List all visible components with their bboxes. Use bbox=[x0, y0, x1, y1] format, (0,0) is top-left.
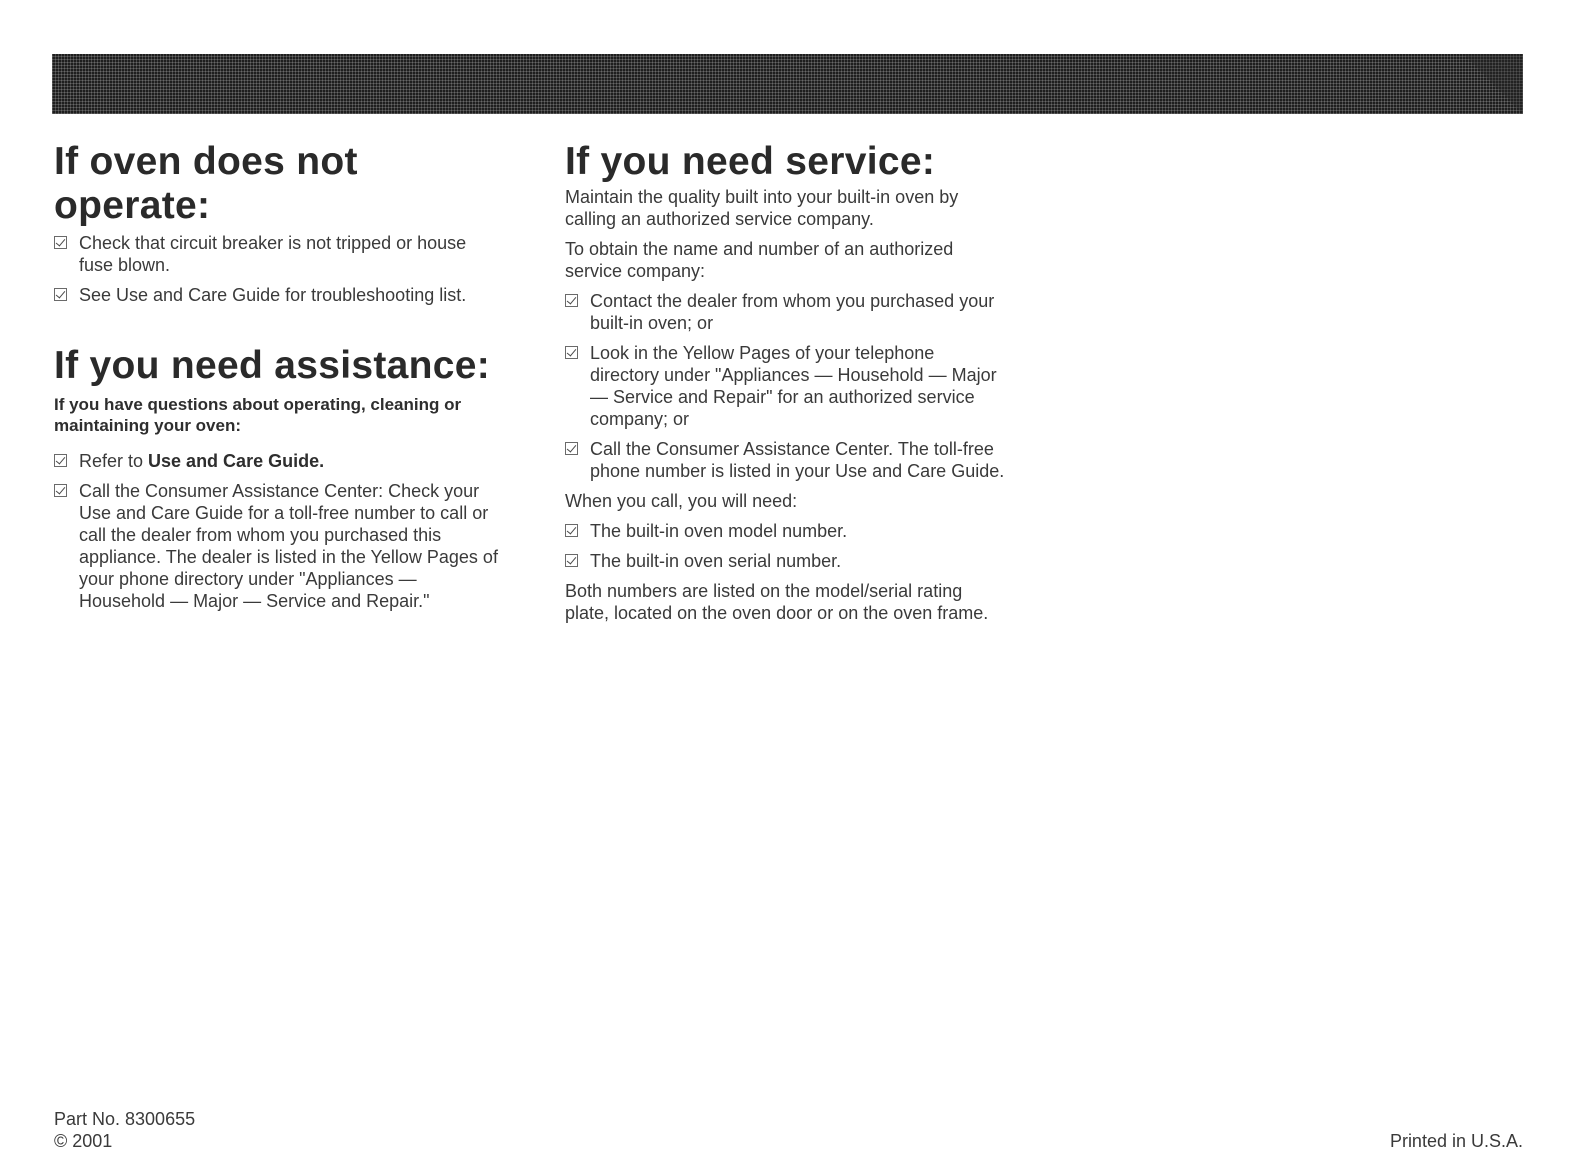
checkbox-icon bbox=[54, 236, 67, 249]
list-item bbox=[54, 450, 504, 472]
checkbox-icon bbox=[54, 288, 67, 301]
assistance-heading: If you need assistance: bbox=[54, 344, 491, 387]
service-obtain: To obtain the name and number of an authorized service company: bbox=[565, 239, 954, 281]
right-column bbox=[565, 140, 1005, 632]
copyright: © 2001 bbox=[54, 1131, 113, 1151]
left-column bbox=[54, 140, 504, 620]
list-item bbox=[54, 480, 504, 612]
list-item bbox=[565, 520, 1005, 542]
header-banner bbox=[52, 54, 1523, 114]
checkbox-icon bbox=[54, 454, 67, 467]
list-item bbox=[565, 342, 1005, 430]
footer-left bbox=[54, 1108, 195, 1152]
service-heading: If you need service: bbox=[565, 140, 936, 183]
checkbox-icon bbox=[54, 484, 67, 497]
need-list bbox=[565, 520, 1005, 572]
use-care-guide-label: Use and Care Guide. bbox=[148, 451, 325, 471]
checkbox-icon bbox=[565, 442, 578, 455]
service-intro: Maintain the quality built into your built-in oven by calling an authorized service company. bbox=[565, 187, 959, 229]
list-item-text: The built-in oven model number. bbox=[590, 521, 848, 541]
list-item bbox=[565, 438, 1005, 482]
checkbox-icon bbox=[565, 294, 578, 307]
service-closing: Both numbers are listed on the model/serial rating plate, located on the oven door or on the oven frame. bbox=[565, 581, 989, 623]
checkbox-icon bbox=[565, 554, 578, 567]
part-number: Part No. 8300655 bbox=[54, 1109, 196, 1129]
assistance-subheading: If you have questions about operating, cleaning or maintaining your oven: bbox=[54, 395, 462, 435]
list-item bbox=[54, 284, 504, 306]
list-item bbox=[565, 290, 1005, 334]
list-item-text: Refer to bbox=[79, 451, 149, 471]
list-item-text: Look in the Yellow Pages of your telephone directory under "Appliances — Household — Major — Service and Repair" for an authorized service company; or bbox=[590, 343, 997, 429]
list-item-text: The built-in oven serial number. bbox=[590, 551, 842, 571]
list-item-text: Call the Consumer Assistance Center: Check your Use and Care Guide for a toll-free number to call or call the dealer from whom you purchased this appliance. The dealer is listed in the Yellow Pages of your phone directory under "Appliances — Household — Major — Service and Repair." bbox=[79, 481, 498, 611]
assistance-list bbox=[54, 450, 504, 612]
printed-in: Printed in U.S.A. bbox=[1389, 1131, 1523, 1151]
operate-list bbox=[54, 232, 504, 306]
list-item bbox=[565, 550, 1005, 572]
list-item bbox=[54, 232, 504, 276]
operate-heading: If oven does not operate: bbox=[54, 140, 358, 227]
list-item-text: Contact the dealer from whom you purchased your built-in oven; or bbox=[590, 291, 995, 333]
service-list bbox=[565, 290, 1005, 482]
list-item-text: See Use and Care Guide for troubleshooting list. bbox=[79, 285, 467, 305]
checkbox-icon bbox=[565, 346, 578, 359]
checkbox-icon bbox=[565, 524, 578, 537]
banner-corner bbox=[1463, 54, 1523, 114]
when-you-call: When you call, you will need: bbox=[565, 491, 798, 511]
list-item-text: Call the Consumer Assistance Center. The toll-free phone number is listed in your Use and Care Guide. bbox=[590, 439, 1005, 481]
list-item-text: Check that circuit breaker is not tripped or house fuse blown. bbox=[79, 233, 467, 275]
